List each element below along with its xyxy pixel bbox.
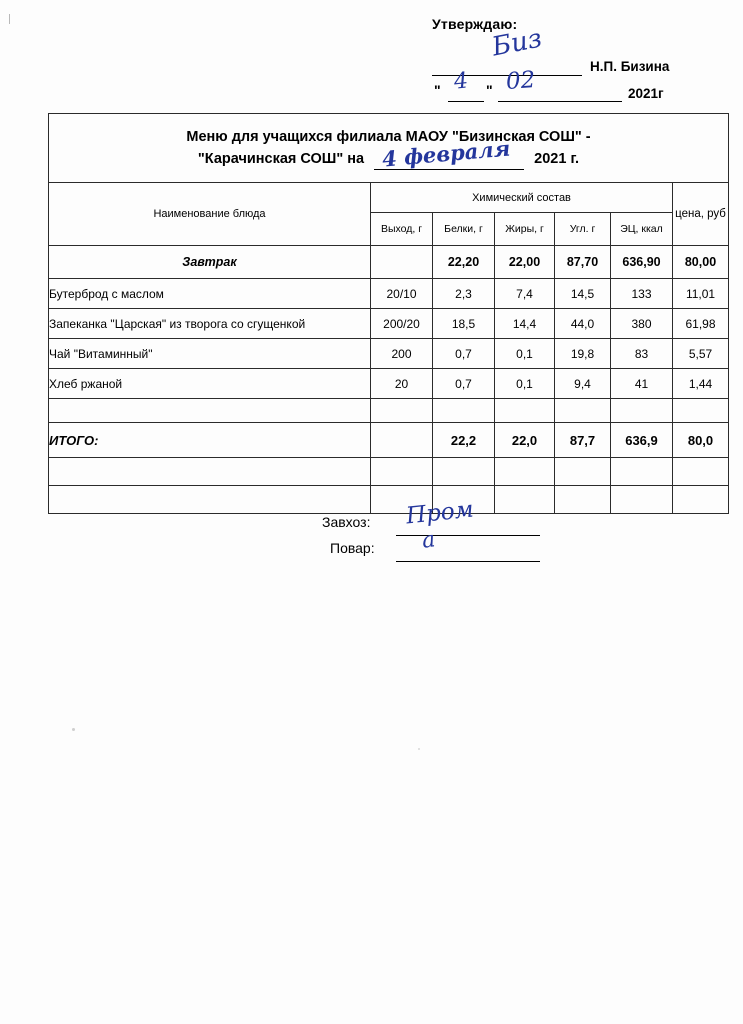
approval-day-line xyxy=(448,101,484,102)
dish-fats: 14,4 xyxy=(495,309,555,339)
storekeeper-label: Завхоз: xyxy=(322,514,371,530)
approval-handwritten-month: 02 xyxy=(505,67,537,95)
empty-cell xyxy=(495,486,555,514)
meal-output xyxy=(371,246,433,279)
header-chemical-composition: Химический состав xyxy=(371,183,673,213)
dish-name: Чай "Витаминный" xyxy=(49,339,371,369)
total-label: ИТОГО: xyxy=(49,423,371,458)
dish-energy: 133 xyxy=(611,279,673,309)
dish-price: 61,98 xyxy=(673,309,729,339)
approval-block xyxy=(432,16,712,102)
dish-name: Запеканка "Царская" из творога со сгущенкой xyxy=(49,309,371,339)
menu-title-cell xyxy=(49,114,729,183)
dish-carbs: 14,5 xyxy=(555,279,611,309)
storekeeper-handwritten-signature: Пром xyxy=(404,496,475,530)
empty-row xyxy=(49,486,729,514)
empty-cell xyxy=(433,458,495,486)
scan-artifact-dot-2 xyxy=(418,748,420,750)
approval-title: Утверждаю: xyxy=(432,16,518,32)
header-dish-name: Наименование блюда xyxy=(49,183,371,246)
dish-output: 200/20 xyxy=(371,309,433,339)
footer-signatures xyxy=(300,496,600,564)
empty-cell xyxy=(611,399,673,423)
dish-output: 20 xyxy=(371,369,433,399)
empty-cell xyxy=(495,458,555,486)
header-fats: Жиры, г xyxy=(495,213,555,246)
dish-energy: 83 xyxy=(611,339,673,369)
empty-cell xyxy=(371,458,433,486)
menu-table xyxy=(48,113,729,514)
storekeeper-row xyxy=(300,496,600,538)
empty-cell xyxy=(495,399,555,423)
dish-price: 1,44 xyxy=(673,369,729,399)
table-header-row-1 xyxy=(49,183,729,213)
dish-name: Хлеб ржаной xyxy=(49,369,371,399)
dish-price: 11,01 xyxy=(673,279,729,309)
meal-fats: 22,00 xyxy=(495,246,555,279)
empty-cell xyxy=(673,486,729,514)
menu-title-line-2-after: 2021 г. xyxy=(534,151,580,167)
cook-row xyxy=(300,527,600,564)
dish-proteins: 0,7 xyxy=(433,339,495,369)
header-output: Выход, г xyxy=(371,213,433,246)
dish-output: 20/10 xyxy=(371,279,433,309)
approval-date-row xyxy=(432,67,712,102)
approval-person-name: Н.П. Бизина xyxy=(590,59,670,74)
empty-cell xyxy=(673,399,729,423)
menu-title-line-1: Меню для учащихся филиала МАОУ "Бизинская СОШ" - xyxy=(186,129,591,145)
meal-carbs: 87,70 xyxy=(555,246,611,279)
header-price: цена, руб xyxy=(673,183,729,246)
approval-year: 2021г xyxy=(628,86,664,101)
table-row xyxy=(49,339,729,369)
empty-cell xyxy=(611,486,673,514)
empty-row xyxy=(49,458,729,486)
total-row xyxy=(49,423,729,458)
total-energy: 636,9 xyxy=(611,423,673,458)
dish-fats: 7,4 xyxy=(495,279,555,309)
dish-carbs: 9,4 xyxy=(555,369,611,399)
table-row xyxy=(49,279,729,309)
meal-energy: 636,90 xyxy=(611,246,673,279)
total-fats: 22,0 xyxy=(495,423,555,458)
approval-handwritten-day: 4 xyxy=(452,68,470,95)
meal-name: Завтрак xyxy=(49,246,371,279)
dish-proteins: 2,3 xyxy=(433,279,495,309)
empty-cell xyxy=(49,458,371,486)
total-proteins: 22,2 xyxy=(433,423,495,458)
meal-summary-row xyxy=(49,246,729,279)
dish-name: Бутерброд с маслом xyxy=(49,279,371,309)
dish-carbs: 19,8 xyxy=(555,339,611,369)
table-row xyxy=(49,309,729,339)
dish-carbs: 44,0 xyxy=(555,309,611,339)
empty-cell xyxy=(555,458,611,486)
cook-signature-line xyxy=(396,561,540,562)
header-carbs: Угл. г xyxy=(555,213,611,246)
menu-date-field xyxy=(374,135,524,172)
meal-proteins: 22,20 xyxy=(433,246,495,279)
dish-fats: 0,1 xyxy=(495,369,555,399)
total-output xyxy=(371,423,433,458)
empty-cell xyxy=(433,399,495,423)
scan-artifact-mark xyxy=(9,14,10,24)
table-row xyxy=(49,369,729,399)
dish-price: 5,57 xyxy=(673,339,729,369)
cook-label: Повар: xyxy=(330,540,375,556)
meal-price: 80,00 xyxy=(673,246,729,279)
total-price: 80,0 xyxy=(673,423,729,458)
approval-quote-right: " xyxy=(486,82,493,98)
menu-title-row xyxy=(49,114,729,183)
dish-energy: 41 xyxy=(611,369,673,399)
dish-output: 200 xyxy=(371,339,433,369)
dish-fats: 0,1 xyxy=(495,339,555,369)
empty-cell xyxy=(555,399,611,423)
empty-cell xyxy=(611,458,673,486)
dish-proteins: 0,7 xyxy=(433,369,495,399)
approval-quote-left: " xyxy=(434,82,441,98)
empty-row xyxy=(49,399,729,423)
cook-handwritten-signature: а xyxy=(420,527,437,554)
approval-handwritten-signature: Бuз xyxy=(489,23,545,63)
menu-title-line-2-before: "Карачинская СОШ" на xyxy=(197,151,365,167)
scan-artifact-dot xyxy=(72,728,75,731)
header-proteins: Белки, г xyxy=(433,213,495,246)
empty-cell xyxy=(555,486,611,514)
empty-cell xyxy=(673,458,729,486)
menu-date-handwritten: 4 февраля xyxy=(381,135,512,172)
total-carbs: 87,7 xyxy=(555,423,611,458)
header-energy: ЭЦ, ккал xyxy=(611,213,673,246)
empty-cell xyxy=(371,399,433,423)
storekeeper-signature-line xyxy=(396,535,540,536)
approval-month-line xyxy=(498,101,622,102)
empty-cell xyxy=(49,486,371,514)
empty-cell xyxy=(49,399,371,423)
dish-energy: 380 xyxy=(611,309,673,339)
dish-proteins: 18,5 xyxy=(433,309,495,339)
